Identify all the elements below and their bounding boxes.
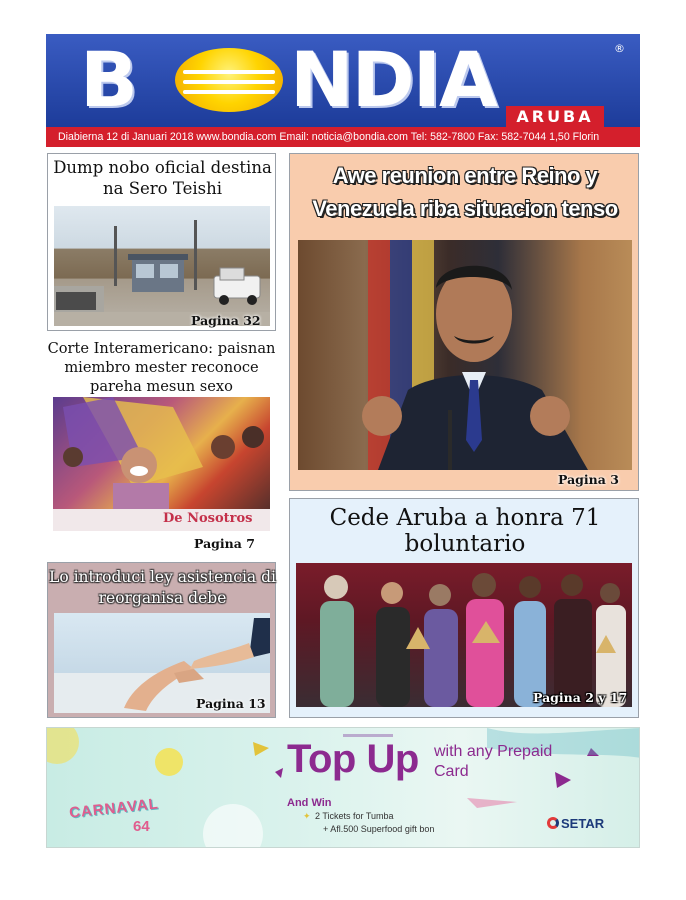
speaker-illustration xyxy=(298,240,632,470)
ad-prize-1: 2 Tickets for Tumba xyxy=(315,811,394,821)
story-reunion[interactable] xyxy=(289,153,639,491)
speaker-photo[interactable] xyxy=(298,240,632,470)
ad-subline: with any Prepaid Card xyxy=(434,743,553,780)
info-bar: Diabierna 12 di Januari 2018 www.bondia.com Email: noticia@bondia.com Tel: 582-7800 Fax: 582-7044 1,50 Florin xyxy=(46,127,640,147)
page-reference[interactable]: Pagina 2 y 17 xyxy=(533,690,628,705)
registered-mark: ® xyxy=(614,42,625,55)
landfill-photo[interactable] xyxy=(54,206,270,326)
page-reference[interactable]: Pagina 32 xyxy=(191,313,261,328)
setar-logo-icon xyxy=(547,817,559,829)
masthead xyxy=(46,34,640,147)
lead-headline[interactable]: Awe reunion entre Reino y Venezuela riba situacion tenso xyxy=(312,163,618,221)
page-reference[interactable]: Pagina 13 xyxy=(196,696,266,711)
ad-prize-2: + Afl.500 Superfood gift bon xyxy=(323,824,435,834)
rally-photo[interactable] xyxy=(53,397,270,531)
page-reference[interactable]: Pagina 3 xyxy=(558,472,619,487)
story-headline[interactable]: Lo introduci ley asistencia di reorganisa debe xyxy=(49,568,276,607)
landfill-illustration xyxy=(54,206,270,326)
story-ley[interactable] xyxy=(47,562,276,718)
logo-band xyxy=(46,34,640,127)
volunteers-photo[interactable] xyxy=(296,563,632,707)
story-headline[interactable]: Cede Aruba a honra 71 boluntario xyxy=(329,505,601,557)
newspaper-logo-ndia: NDIA xyxy=(290,35,496,124)
carnaval-number: 64 xyxy=(133,818,150,835)
setar-brand[interactable]: SETAR xyxy=(561,816,605,831)
story-headline[interactable]: Corte Interamericano: paisnan miembro mester reconoce pareha mesun sexo xyxy=(47,340,276,395)
banner-text: De Nosotros xyxy=(163,511,253,526)
story-headline[interactable]: Dump nobo oficial destina na Sero Teishi xyxy=(53,158,272,198)
ad-headline[interactable]: Top Up xyxy=(287,737,419,781)
volunteers-illustration xyxy=(296,563,632,707)
story-corte[interactable] xyxy=(47,333,276,555)
story-cede[interactable] xyxy=(289,498,639,718)
story-dump[interactable] xyxy=(47,153,276,331)
logo-aruba-tag: ARUBA xyxy=(506,106,604,127)
sun-logo-icon xyxy=(175,48,283,112)
page-reference[interactable]: Pagina 7 xyxy=(194,536,255,551)
carnaval-logo: CARNAVAL xyxy=(68,795,160,822)
star-icon: ✦ xyxy=(303,811,311,821)
ad-and-win: And Win xyxy=(287,797,332,809)
setar-advertisement[interactable] xyxy=(46,727,640,848)
newspaper-logo-b: B xyxy=(80,35,136,124)
